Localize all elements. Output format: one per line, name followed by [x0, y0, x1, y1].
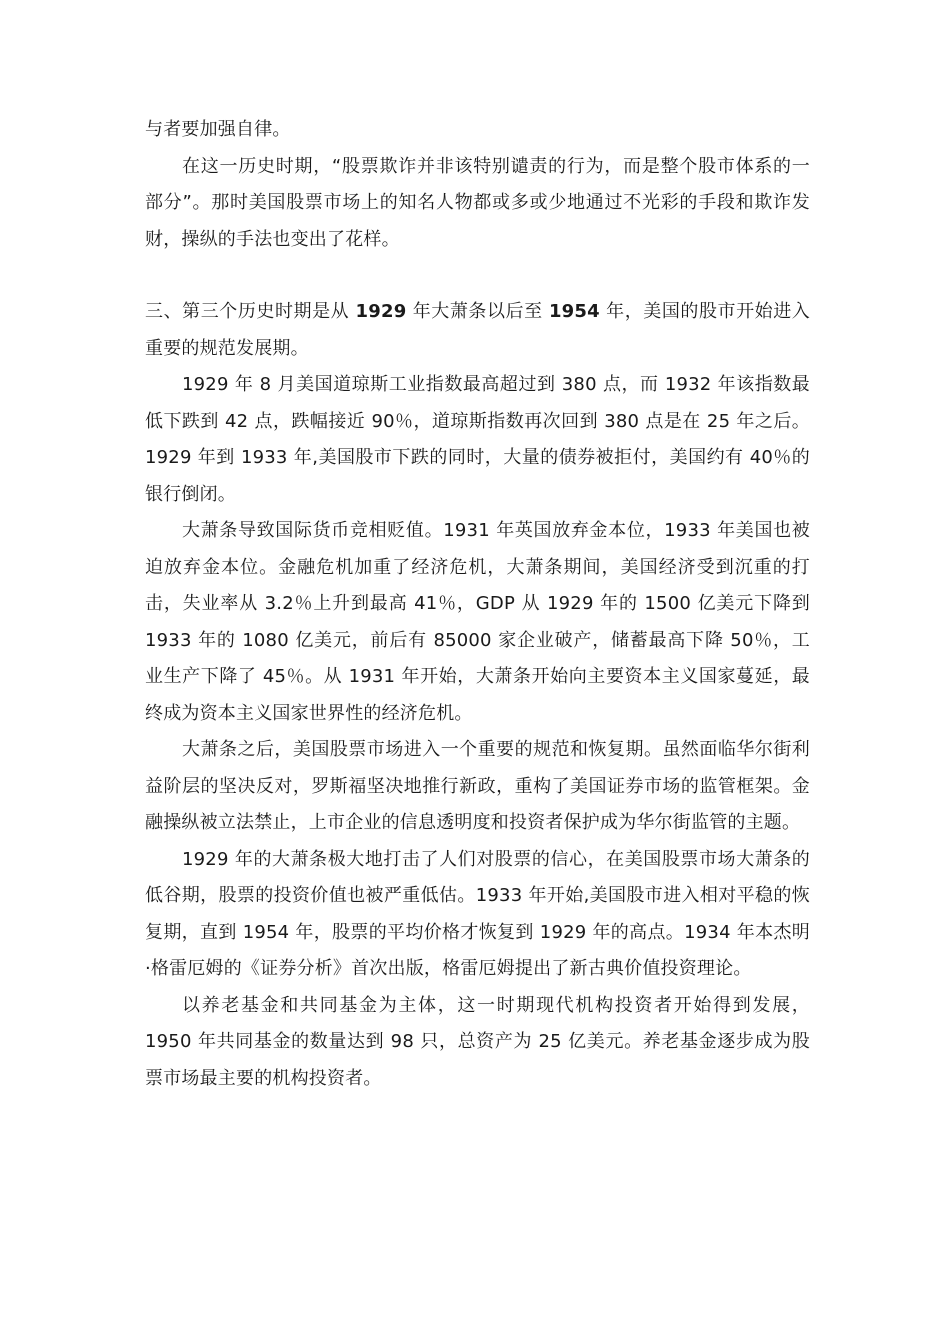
paragraph-stock-fraud: 在这一历史时期，“股票欺诈并非该特别谴责的行为，而是整个股市体系的一部分”。那时美国股票市场上的知名人物都或多或少地通过不光彩的手段和欺诈发财，操纵的手法也变出了花样。 [145, 155, 810, 250]
paragraph-dow-jones: 1929 年 8 月美国道琼斯工业指数最高超过到 380 点，而 1932 年该指数最低下跌到 42 点，跌幅接近 90％，道琼斯指数再次回到 380 点是在 25 年之后。1929 年到 1933 年,美国股市下跌的同时，大量的债券被拒付，美国约有 40％的银行倒闭。 [145, 374, 810, 505]
section-heading-third-period [145, 294, 810, 367]
paragraph-institutional-investors: 以养老基金和共同基金为主体，这一时期现代机构投资者开始得到发展，1950 年共同基金的数量达到 98 只，总资产为 25 亿美元。养老基金逐步成为股票市场最主要的机构投资者。 [145, 994, 810, 1089]
heading-year-1929: 1929 [355, 301, 407, 322]
paragraph-continuation: 与者要加强自律。 [145, 119, 291, 140]
heading-text-part: 年，美国的股市开始进入重要的规范发展期。 [145, 301, 810, 359]
paragraph-regulation: 大萧条之后，美国股票市场进入一个重要的规范和恢复期。虽然面临华尔街利益阶层的坚决反对，罗斯福坚决地推行新政，重构了美国证券市场的监管框架。金融操纵被立法禁止，上市企业的信息透明度和投资者保护成为华尔街监管的主题。 [145, 739, 810, 833]
paragraph-recovery: 1929 年的大萧条极大地打击了人们对股票的信心，在美国股票市场大萧条的低谷期，股票的投资价值也被严重低估。1933 年开始,美国股市进入相对平稳的恢复期，直到 1954 年，股票的平均价格才恢复到 1929 年的高点。1934 年本杰明·格雷厄姆的《证券分析》首次出版，格雷厄姆提出了新古典价值投资理论。 [145, 848, 810, 979]
paragraph-great-depression: 大萧条导致国际货币竞相贬值。1931 年英国放弃金本位，1933 年美国也被迫放弃金本位。金融危机加重了经济危机，大萧条期间，美国经济受到沉重的打击，失业率从 3.2％上升到最高 41％，GDP 从 1929 年的 1500 亿美元下降到 1933 年的 1080 亿美元，前后有 85000 家企业破产，储蓄最高下降 50％，工业生产下降了 45％。从 1931 年开始，大萧条开始向主要资本主义国家蔓延，最终成为资本主义国家世界性的经济危机。 [145, 520, 816, 724]
heading-year-1954: 1954 [548, 301, 600, 322]
heading-text-part: 年大萧条以后至 [406, 301, 549, 322]
document-page [145, 112, 816, 1097]
heading-text-part: 三、第三个历史时期是从 [145, 301, 356, 322]
